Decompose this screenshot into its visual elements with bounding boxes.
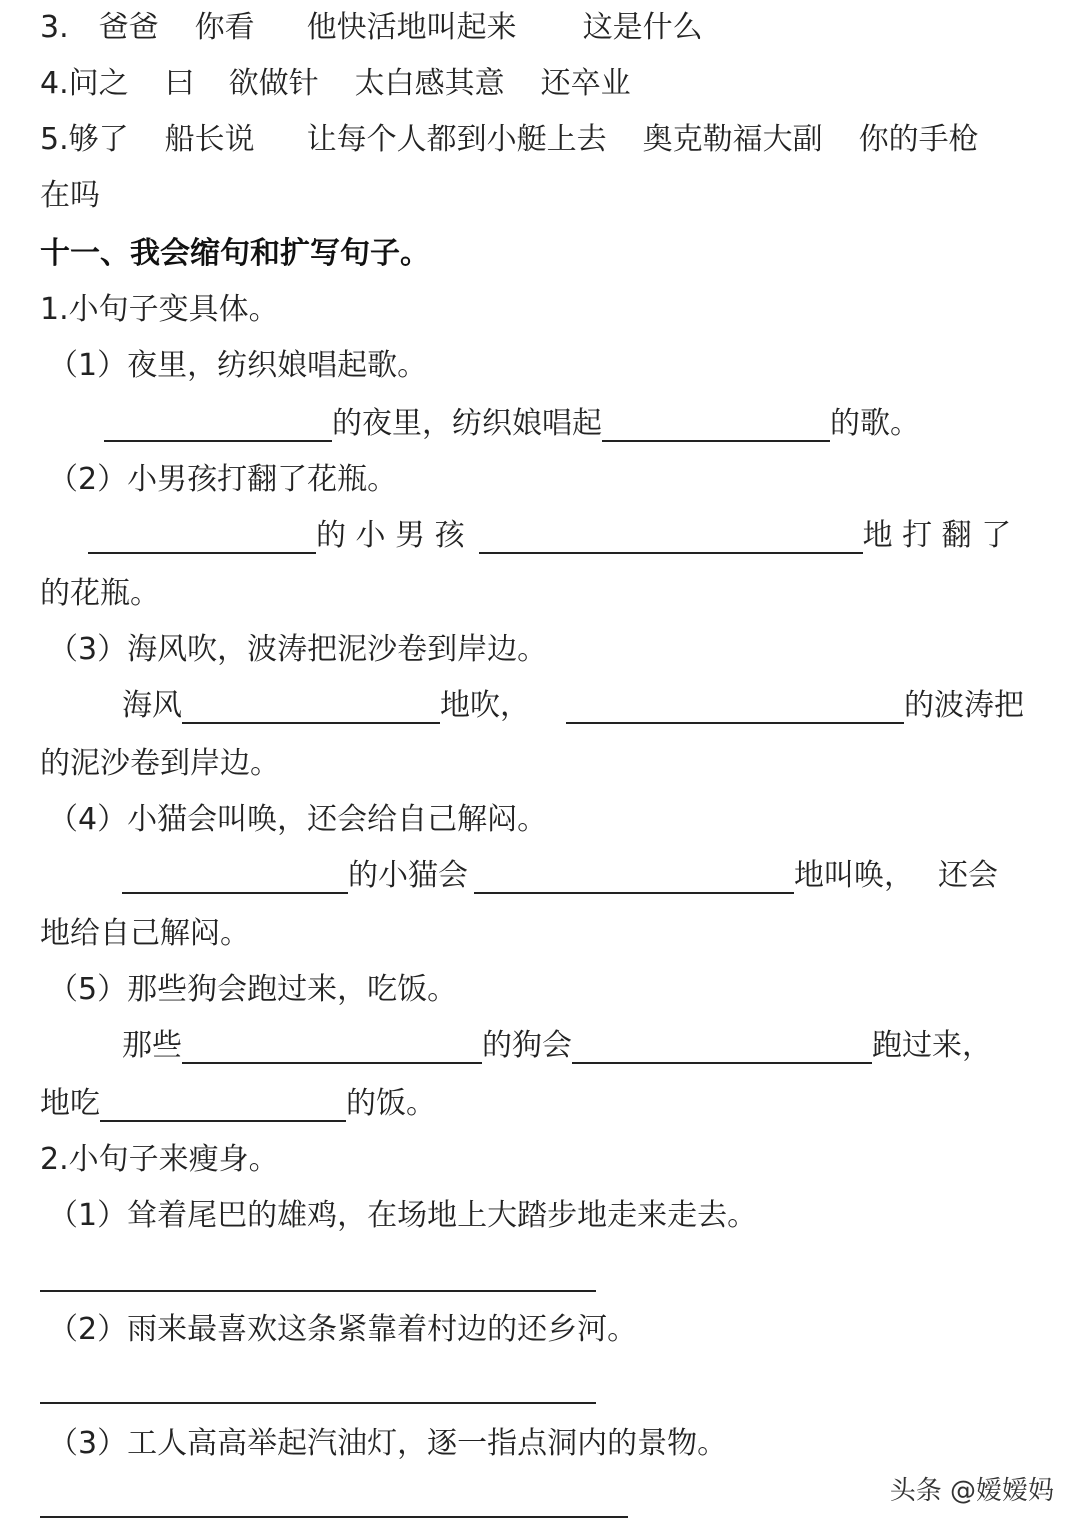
- answer-blank[interactable]: [566, 688, 904, 724]
- fill-text: 海风: [122, 688, 182, 723]
- part1-title: 1.小句子变具体。: [40, 292, 279, 327]
- sentence-number: 5.够了: [40, 122, 129, 157]
- question-4-fill: [122, 856, 998, 896]
- answer-blank[interactable]: [326, 1368, 406, 1404]
- part2-title: 2.小句子来瘦身。: [40, 1142, 279, 1177]
- sentence-number: 3.: [40, 10, 69, 45]
- sentence-5: [40, 120, 979, 160]
- sentence-fragment: 欲做针: [228, 66, 319, 101]
- answer-blank[interactable]: [136, 1368, 326, 1404]
- question-2-label: （2）小男孩打翻了花瓶。: [48, 462, 398, 497]
- answer-blank[interactable]: [100, 1086, 346, 1122]
- answer-blank[interactable]: [104, 406, 332, 442]
- fill-text: 的歌。: [830, 406, 920, 441]
- answer-blank[interactable]: [406, 1256, 596, 1292]
- fill-text: 的小猫会: [348, 858, 468, 893]
- question-4-label: （4）小猫会叫唤，还会给自己解闷。: [48, 802, 548, 837]
- fill-text: 的狗会: [482, 1028, 572, 1063]
- answer-blank[interactable]: [572, 1028, 872, 1064]
- question-1-fill: [104, 404, 920, 444]
- section-title: 十一、我会缩句和扩写句子。: [40, 236, 430, 271]
- reduce-question-3-answer: [40, 1480, 628, 1520]
- reduce-question-3-label: （3）工人高高举起汽油灯，逐一指点洞内的景物。: [48, 1426, 728, 1461]
- answer-blank[interactable]: [358, 1482, 438, 1518]
- reduce-question-2-label: （2）雨来最喜欢这条紧靠着村边的还乡河。: [48, 1312, 638, 1347]
- reduce-question-1-label: （1）耸着尾巴的雄鸡，在场地上大踏步地走来走去。: [48, 1198, 758, 1233]
- question-3-fill: [122, 686, 1024, 726]
- question-3-fill-continued: 的泥沙卷到岸边。: [40, 746, 280, 781]
- answer-blank[interactable]: [40, 1256, 136, 1292]
- answer-blank[interactable]: [326, 1256, 406, 1292]
- sentence-fragment: 奥克勒福大副: [642, 122, 823, 157]
- sentence-fragment: 在吗: [40, 178, 100, 213]
- answer-blank[interactable]: [438, 1482, 628, 1518]
- sentence-fragment: 你看: [194, 10, 255, 45]
- sentence-fragment: 曰: [164, 66, 195, 101]
- sentence-3: [40, 8, 703, 48]
- fill-text: 地叫唤，: [794, 858, 914, 893]
- question-5-label: （5）那些狗会跑过来，吃饭。: [48, 972, 458, 1007]
- fill-text: 地吹，: [440, 688, 530, 723]
- watermark: 头条 @嫒嫒妈: [889, 1476, 1054, 1506]
- sentence-fragment: 这是什么: [582, 10, 703, 45]
- sentence-fragment: 太白感其意: [354, 66, 505, 101]
- sentence-number: 4.问之: [40, 66, 129, 101]
- fill-text: 还会: [938, 858, 998, 893]
- sentence-5-continued: [40, 176, 100, 216]
- question-2-fill-continued: 的花瓶。: [40, 576, 160, 611]
- sentence-fragment: 他快活地叫起来: [306, 10, 517, 45]
- fill-text: 地吃: [40, 1086, 100, 1121]
- sentence-fragment: 你的手枪: [858, 122, 979, 157]
- fill-text: 跑过来，: [872, 1028, 992, 1063]
- answer-blank[interactable]: [479, 518, 863, 554]
- answer-blank[interactable]: [88, 518, 316, 554]
- question-4-fill-continued: 地给自己解闷。: [40, 916, 250, 951]
- answer-blank[interactable]: [182, 688, 440, 724]
- answer-blank[interactable]: [40, 1368, 136, 1404]
- sentence-4: [40, 64, 631, 104]
- answer-blank[interactable]: [474, 858, 794, 894]
- fill-text: 的夜里，纺织娘唱起: [332, 406, 602, 441]
- answer-blank[interactable]: [406, 1368, 596, 1404]
- sentence-fragment: 让每个人都到小艇上去: [306, 122, 607, 157]
- reduce-question-2-answer: [40, 1366, 596, 1406]
- sentence-fragment: 船长说: [164, 122, 255, 157]
- question-1-label: （1）夜里，纺织娘唱起歌。: [48, 348, 428, 383]
- answer-blank[interactable]: [182, 1028, 482, 1064]
- answer-blank[interactable]: [136, 1256, 326, 1292]
- fill-text: 的波涛把: [904, 688, 1024, 723]
- question-3-label: （3）海风吹，波涛把泥沙卷到岸边。: [48, 632, 548, 667]
- fill-text: 那些: [122, 1028, 182, 1063]
- question-5-fill: [122, 1026, 992, 1066]
- answer-blank[interactable]: [40, 1482, 168, 1518]
- fill-text: 的饭。: [346, 1086, 436, 1121]
- answer-blank[interactable]: [168, 1482, 358, 1518]
- reduce-question-1-answer: [40, 1254, 596, 1294]
- answer-blank[interactable]: [122, 858, 348, 894]
- answer-blank[interactable]: [602, 406, 830, 442]
- fill-text: 地 打 翻 了: [862, 518, 1012, 553]
- fill-text: 的 小 男 孩: [316, 518, 465, 553]
- sentence-fragment: 爸爸: [98, 10, 159, 45]
- question-5-fill-continued: [40, 1084, 436, 1124]
- sentence-fragment: 还卒业: [540, 66, 631, 101]
- question-2-fill: [88, 516, 1011, 556]
